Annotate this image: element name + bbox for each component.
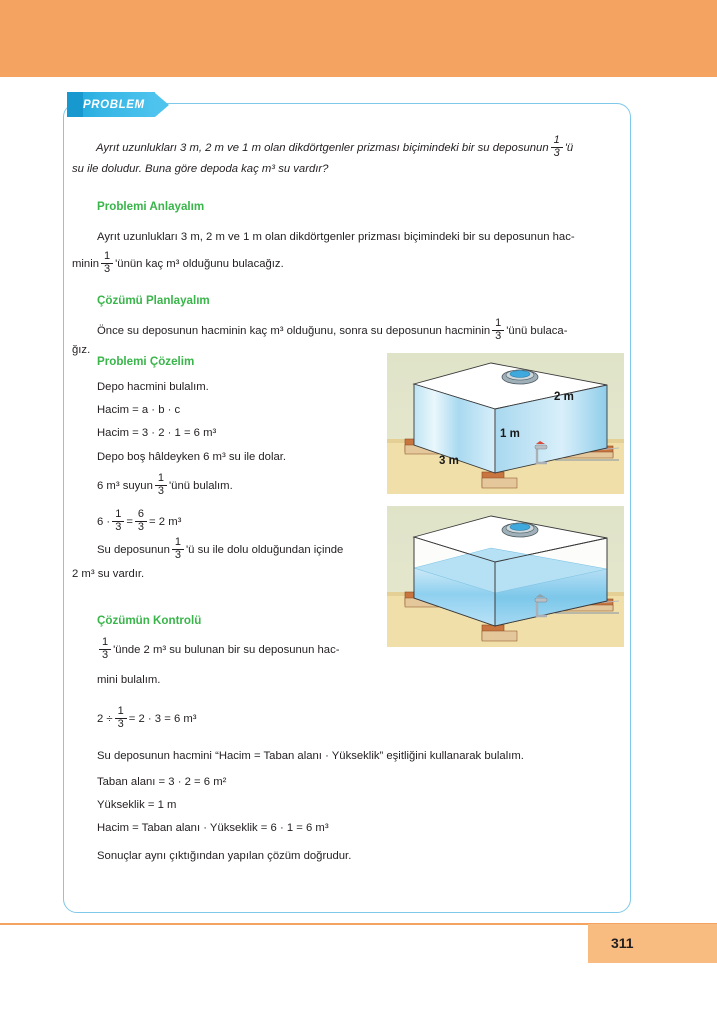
- check-line1-suffix: 'ünde 2 m³ su bulunan bir su deposunun hac-: [113, 644, 340, 657]
- problem-tag-edge: [67, 92, 83, 117]
- solve-conclusion-fraction: [172, 537, 184, 561]
- fraction-denominator: 3: [155, 485, 167, 498]
- problem-content-box: [63, 103, 631, 913]
- fraction-denominator: 3: [492, 330, 504, 343]
- heading-cozumun-kontrolu: Çözümün Kontrolü: [97, 614, 202, 627]
- solve-step2: Hacim = a · b · c: [97, 404, 181, 416]
- problem-tag-label: PROBLEM: [83, 98, 145, 111]
- solve-equation-part2: =: [126, 516, 133, 529]
- label-width: 3 m: [439, 455, 459, 467]
- fraction-denominator: 3: [99, 649, 111, 662]
- heading-problemi-cozelim: Problemi Çözelim: [97, 355, 195, 368]
- fraction-denominator: 3: [115, 718, 127, 731]
- fraction-numerator: 1: [115, 508, 122, 520]
- solve-conclusion-line1: [97, 538, 343, 562]
- fraction-numerator: 1: [495, 317, 502, 329]
- problem-statement-line1-text: Ayrıt uzunlukları 3 m, 2 m ve 1 m olan dikdörtgenler prizması biçimindeki bir su deposunun: [96, 142, 549, 155]
- solve-step5-suffix: 'ünü bulalım.: [169, 480, 233, 493]
- fraction-numerator: 1: [553, 134, 560, 146]
- figure-water-tank-dimensions: [387, 353, 624, 494]
- plan-fraction: [492, 318, 504, 342]
- heading-cozumu-planlayalim: Çözümü Planlayalım: [97, 294, 210, 307]
- solve-step1: Depo hacmini bulalım.: [97, 381, 209, 393]
- problem-tag-arrow: [155, 93, 169, 117]
- check-equation-fraction: [115, 706, 127, 730]
- check-line2: mini bulalım.: [97, 674, 161, 686]
- check-line3: Su deposunun hacmini “Hacim = Taban alanı · Yükseklik” eşitliğini kullanarak bulalım.: [97, 750, 524, 762]
- label-height: 1 m: [500, 428, 520, 440]
- problem-statement-line1-suffix: 'ü: [564, 142, 574, 155]
- fraction-denominator: 3: [172, 549, 184, 562]
- fraction-denominator: 3: [101, 263, 113, 276]
- understand-line2-prefix: minin: [72, 258, 99, 271]
- fraction-numerator: 1: [104, 250, 111, 262]
- check-equation-part2: = 2 · 3 = 6 m³: [128, 713, 197, 726]
- fraction-numerator: 1: [174, 536, 181, 548]
- fraction-numerator: 1: [102, 636, 109, 648]
- fraction-denominator: 3: [112, 521, 124, 534]
- problem-tag: [67, 92, 169, 117]
- solve-step3: Hacim = 3 · 2 · 1 = 6 m³: [97, 427, 217, 439]
- solve-conclusion-line2: 2 m³ su vardır.: [72, 568, 145, 580]
- problem-statement-fraction: [551, 135, 563, 159]
- fraction-numerator: 6: [137, 508, 145, 520]
- solve-equation-part1: 6 ·: [97, 516, 111, 529]
- problem-inner: [64, 104, 632, 914]
- check-equation: [97, 707, 197, 731]
- problem-tag-body: [67, 92, 155, 117]
- solve-equation-part3: = 2 m³: [149, 516, 182, 529]
- check-line4: [97, 774, 226, 790]
- understand-line2-suffix: 'ünün kaç m³ olduğunu bulacağız.: [115, 258, 284, 271]
- check-line5: Yükseklik = 1 m: [97, 799, 177, 811]
- solve-step5-fraction: [155, 473, 167, 497]
- heading-problemi-anlayalim: Problemi Anlayalım: [97, 200, 205, 213]
- problem-statement-line2: su ile doludur. Buna göre depoda kaç m³ su vardır?: [72, 163, 329, 175]
- page-number-band: [588, 924, 717, 963]
- solve-step4: Depo boş hâldeyken 6 m³ su ile dolar.: [97, 451, 287, 463]
- understand-line1: Ayrıt uzunlukları 3 m, 2 m ve 1 m olan dikdörtgenler prizması biçimindeki bir su deposunun hac-: [97, 231, 575, 243]
- fraction-numerator: 1: [157, 472, 165, 484]
- check-line6: Hacim = Taban alanı · Yükseklik = 6 · 1 = 6 m³: [97, 822, 329, 834]
- solve-conclusion-prefix: Su deposunun: [97, 544, 170, 557]
- understand-line2: [72, 252, 284, 276]
- fraction-numerator: 1: [117, 705, 124, 717]
- top-decorative-band: [0, 0, 717, 77]
- check-fraction-1: [99, 637, 111, 661]
- label-depth: 2 m: [554, 391, 574, 403]
- problem-statement-line1: [96, 136, 573, 160]
- solve-equation: [97, 510, 181, 534]
- plan-line1: [97, 319, 567, 343]
- solve-equation-fraction-1: [112, 509, 124, 533]
- plan-line2: ğız.: [72, 344, 91, 356]
- figure-water-tank-partial: [387, 506, 624, 647]
- plan-line1-suffix: 'ünü bulaca-: [506, 325, 568, 338]
- solve-equation-fraction-2: [135, 509, 147, 533]
- check-line1: [97, 638, 340, 662]
- check-equation-part1: 2 ÷: [97, 713, 113, 726]
- understand-fraction: [101, 251, 113, 275]
- check-line7: Sonuçlar aynı çıktığından yapılan çözüm doğrudur.: [97, 850, 352, 862]
- solve-step5-prefix: 6 m³ suyun: [97, 480, 153, 493]
- fraction-denominator: 3: [551, 147, 563, 160]
- fraction-denominator: 3: [135, 521, 147, 534]
- solve-step5: [97, 474, 233, 498]
- check-line4-text: Taban alanı = 3 · 2 = 6 m²: [97, 776, 227, 788]
- page-number: 311: [611, 935, 634, 951]
- plan-line1-prefix: Önce su deposunun hacminin kaç m³ olduğunu, sonra su deposunun hacminin: [97, 325, 491, 338]
- solve-conclusion-suffix: 'ü su ile dolu olduğundan içinde: [186, 544, 344, 557]
